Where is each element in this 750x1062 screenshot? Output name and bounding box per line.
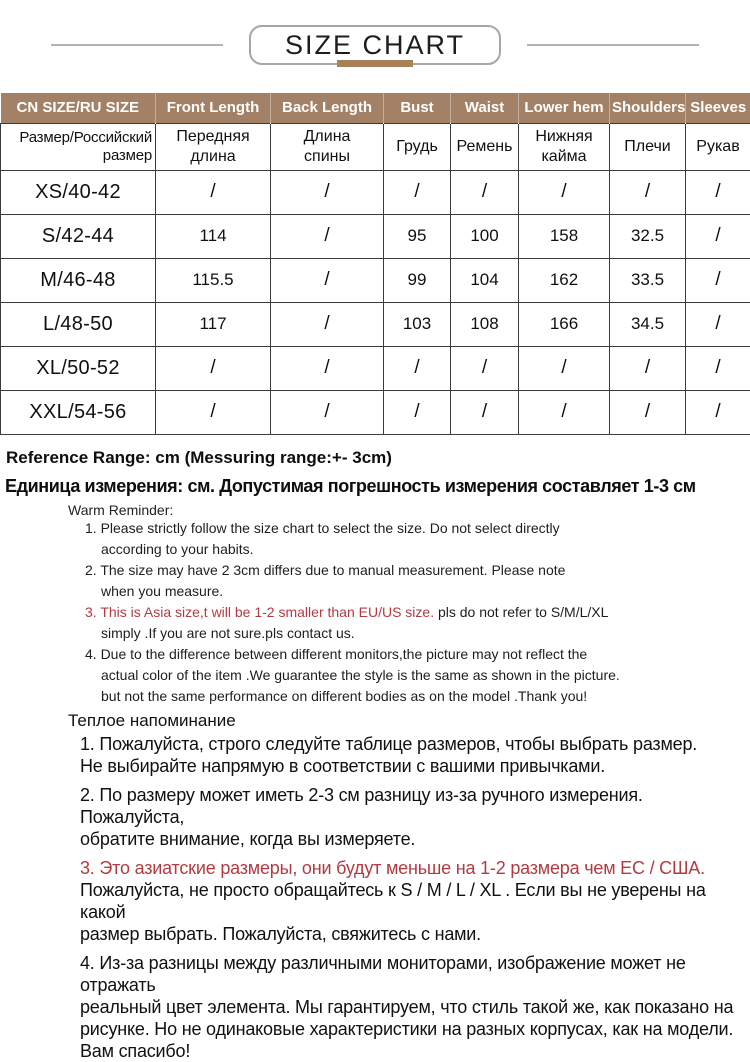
table-row [1, 170, 750, 214]
list-item-line: рисунке. Но не одинаковые характеристики на разных корпусах, как на модели. [80, 1018, 750, 1040]
value-cell: / [156, 390, 271, 434]
value-cell: / [519, 390, 610, 434]
list-item-line: Пожалуйста, не просто обращайтесь к S / M / L / XL . Если вы не уверены на какой [80, 879, 750, 923]
value-cell: / [519, 170, 610, 214]
value-cell: 162 [519, 258, 610, 302]
value-cell: 158 [519, 214, 610, 258]
column-header-en: Waist [451, 93, 519, 123]
value-cell: / [384, 170, 451, 214]
column-header-ru: Грудь [384, 123, 451, 170]
column-header-en: Back Length [271, 93, 384, 123]
list-item [80, 857, 750, 945]
title-right-line [527, 44, 699, 46]
size-cell: XXL/54-56 [1, 390, 156, 434]
column-header-ru: Рукав [686, 123, 750, 170]
list-item-line: 1. Please strictly follow the size chart to select the size. Do not select directly [85, 518, 750, 539]
value-cell: 114 [156, 214, 271, 258]
list-item-line: размер выбрать. Пожалуйста, свяжитесь с нами. [80, 923, 750, 945]
value-cell: 95 [384, 214, 451, 258]
list-item [85, 644, 750, 707]
list-item-line: Не выбирайте напрямую в соответствии с вашими привычками. [80, 755, 750, 777]
list-item-line: 3. This is Asia size,t will be 1-2 smaller than EU/US size. pls do not refer to S/M/L/XL [85, 602, 750, 623]
table-row [1, 214, 750, 258]
size-cell: XS/40-42 [1, 170, 156, 214]
list-item [85, 518, 750, 560]
value-cell: / [271, 258, 384, 302]
column-header-ru: Размер/Российский размер [1, 123, 156, 170]
list-item [85, 560, 750, 602]
value-cell: / [271, 302, 384, 346]
page-title: SIZE CHART [285, 30, 465, 61]
size-table-body [1, 170, 750, 434]
header-row-ru [1, 123, 750, 170]
value-cell: / [384, 390, 451, 434]
table-row [1, 302, 750, 346]
value-cell: 104 [451, 258, 519, 302]
value-cell: / [384, 346, 451, 390]
size-table-head [1, 93, 750, 170]
value-cell: / [271, 170, 384, 214]
table-row [1, 390, 750, 434]
reference-range-en: Reference Range: cm (Messuring range:+- 3cm) [6, 448, 750, 467]
value-cell: / [610, 346, 686, 390]
table-row [1, 346, 750, 390]
value-cell: 33.5 [610, 258, 686, 302]
header-row-en [1, 93, 750, 123]
value-cell: 103 [384, 302, 451, 346]
size-cell: M/46-48 [1, 258, 156, 302]
warm-reminder-list-en [85, 518, 750, 707]
value-cell: / [519, 346, 610, 390]
value-cell: / [156, 170, 271, 214]
list-item-line: actual color of the item .We guarantee the style is the same as shown in the picture. [85, 665, 750, 686]
value-cell: 99 [384, 258, 451, 302]
value-cell: / [686, 390, 750, 434]
column-header-ru: Ремень [451, 123, 519, 170]
value-cell: / [271, 390, 384, 434]
value-cell: 34.5 [610, 302, 686, 346]
column-header-en: Sleeves [686, 93, 750, 123]
list-item-line: 1. Пожалуйста, строго следуйте таблице размеров, чтобы выбрать размер. [80, 733, 750, 755]
title-left-line [51, 44, 223, 46]
value-cell: 100 [451, 214, 519, 258]
list-item-line: 3. Это азиатские размеры, они будут меньше на 1-2 размера чем ЕС / США. [80, 857, 750, 879]
column-header-en: Bust [384, 93, 451, 123]
column-header-ru: Длина спины [271, 123, 384, 170]
value-cell: / [686, 302, 750, 346]
list-item-line: 4. Из-за разницы между различными мониторами, изображение может не отражать [80, 952, 750, 996]
value-cell: / [686, 346, 750, 390]
list-item-line: Вам спасибо! [80, 1040, 750, 1062]
warm-reminder-list-ru [80, 733, 750, 1062]
list-item-line: 4. Due to the difference between different monitors,the picture may not reflect the [85, 644, 750, 665]
value-cell: / [451, 346, 519, 390]
value-cell: / [610, 170, 686, 214]
value-cell: / [156, 346, 271, 390]
list-item-line: according to your habits. [85, 539, 750, 560]
title-row [0, 25, 750, 65]
list-item [80, 733, 750, 777]
size-table [0, 93, 750, 435]
value-cell: / [686, 170, 750, 214]
value-cell: / [610, 390, 686, 434]
value-cell: 115.5 [156, 258, 271, 302]
column-header-ru: Плечи [610, 123, 686, 170]
list-item [80, 784, 750, 850]
warm-reminder-title-en: Warm Reminder: [68, 502, 750, 518]
value-cell: 108 [451, 302, 519, 346]
size-cell: XL/50-52 [1, 346, 156, 390]
list-item-line: 2. The size may have 2 3cm differs due to manual measurement. Please note [85, 560, 750, 581]
value-cell: / [271, 346, 384, 390]
list-item-line: 2. По размеру может иметь 2-3 см разницу из-за ручного измерения. Пожалуйста, [80, 784, 750, 828]
warm-reminder-title-ru: Теплое напоминание [68, 711, 750, 731]
value-cell: / [451, 390, 519, 434]
list-item-line: обратите внимание, когда вы измеряете. [80, 828, 750, 850]
list-item-line: simply .If you are not sure.pls contact us. [85, 623, 750, 644]
column-header-en: Front Length [156, 93, 271, 123]
column-header-en: Lower hem [519, 93, 610, 123]
value-cell: / [686, 214, 750, 258]
column-header-en: Shoulders [610, 93, 686, 123]
reference-range-ru: Единица измерения: см. Допустимая погрешность измерения составляет 1-3 см [5, 476, 750, 497]
size-cell: S/42-44 [1, 214, 156, 258]
value-cell: 117 [156, 302, 271, 346]
column-header-ru: Нижняя кайма [519, 123, 610, 170]
list-item-line: when you measure. [85, 581, 750, 602]
table-row [1, 258, 750, 302]
size-chart-page [0, 25, 750, 1062]
value-cell: / [271, 214, 384, 258]
value-cell: / [686, 258, 750, 302]
column-header-ru: Передняя длина [156, 123, 271, 170]
list-item [85, 602, 750, 644]
column-header-en: CN SIZE/RU SIZE [1, 93, 156, 123]
list-item [80, 952, 750, 1062]
title-underline-bar [337, 60, 413, 67]
size-chart-title-box [249, 25, 501, 65]
list-item-line: реальный цвет элемента. Мы гарантируем, что стиль такой же, как показано на [80, 996, 750, 1018]
size-cell: L/48-50 [1, 302, 156, 346]
value-cell: 166 [519, 302, 610, 346]
list-item-line: but not the same performance on different bodies as on the model .Thank you! [85, 686, 750, 707]
value-cell: / [451, 170, 519, 214]
value-cell: 32.5 [610, 214, 686, 258]
